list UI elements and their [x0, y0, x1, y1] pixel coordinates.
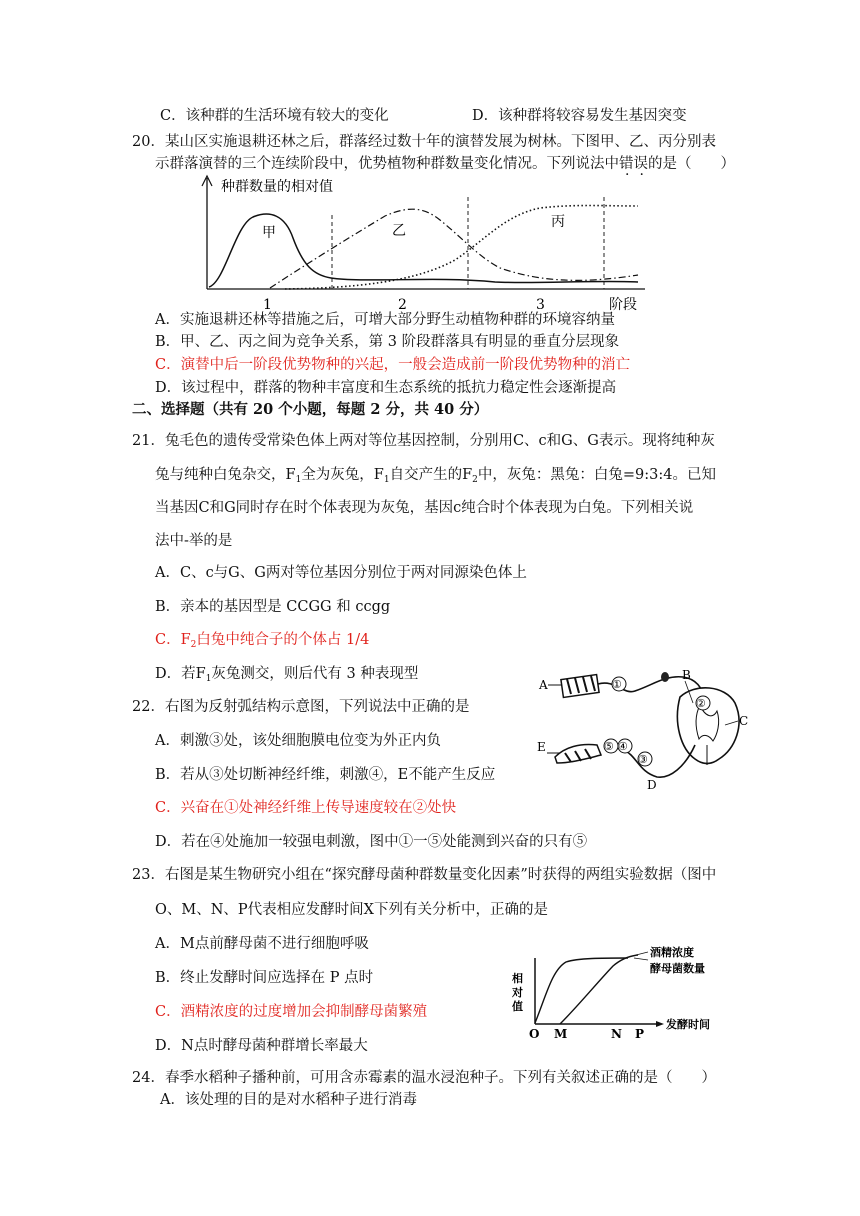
svg-text:③: ③: [638, 753, 648, 766]
q20-stem-line2: 示群落演替的三个连续阶段中，优势植物种群数量变化情况。下列说法中错误的是（ ）: [155, 156, 735, 172]
q23-option-a: A．M点前酵母菌不进行细胞呼吸: [155, 936, 369, 952]
x-axis-label: 阶段: [609, 297, 637, 313]
q21-stem-line2: 兔与纯种白兔杂交，$F_1$全为灰兔，$F_1$自交产生的$F_2$中，灰兔：黑兔：白兔=9:3:4。已知: [155, 467, 716, 485]
reflex-arc-diagram: [535, 667, 750, 792]
x-tick-label: M: [554, 1027, 568, 1041]
label-e: E: [537, 740, 546, 754]
series-bing-label: 丙: [551, 214, 565, 230]
q24-option-a: A．该处理的目的是对水稻种子进行消毒: [160, 1092, 417, 1108]
series-yi-label: 乙: [392, 223, 406, 239]
q23-option-d: D．N点时酵母菌种群增长率最大: [155, 1038, 368, 1054]
series-alcohol-label: 酒精浓度: [650, 946, 694, 959]
q23-stem-line1: 23．右图是某生物研究小组在“探究酵母菌种群数量变化因素”时获得的两组实验数据（图中: [132, 867, 717, 883]
q19-option-c: C．该种群的生活环境有较大的变化: [160, 108, 389, 124]
q23-option-b: B．终止发酵时间应选择在 P 点时: [155, 970, 374, 986]
section-heading: 二、选择题（共有 20 个小题，每题 2 分，共 40 分）: [132, 401, 489, 418]
y-axis-label: 相: [512, 972, 523, 985]
series-bing-line: [285, 206, 638, 290]
label-b: B: [682, 668, 691, 682]
q20-option-d: D．该过程中，群落的物种丰富度和生态系统的抵抗力稳定性会逐渐提高: [155, 380, 617, 396]
alcohol-curve: [560, 955, 638, 1024]
fermentation-chart: [508, 946, 738, 1041]
y-axis-label: 对: [512, 986, 523, 999]
series-yeast-label: 酵母菌数量: [650, 962, 705, 975]
q22-stem: 22．右图为反射弧结构示意图，下列说法中正确的是: [132, 699, 470, 715]
q22-option-c-answer: C．兴奋在①处神经纤维上传导速度较在②处快: [155, 800, 457, 816]
x-tick-label: 3: [536, 297, 545, 313]
effector-muscle-icon: [547, 745, 601, 764]
q21-stem-line1: 21．兔毛色的遗传受常染色体上两对等位基因控制，分别用C、c和G、G表示。现将纯种灰: [132, 433, 715, 449]
x-axis-arrow: [656, 1021, 664, 1027]
q21-stem-line3: 当基因C和G同时存在时个体表现为灰兔，基因c纯合时个体表现为白兔。下列相关说: [155, 500, 694, 516]
label-d: D: [647, 778, 657, 792]
q21-option-c-answer: C．$F_2$白兔中纯合子的个体占 1/4: [155, 632, 370, 650]
q23-option-c-answer: C．酒精浓度的过度增加会抑制酵母菌繁殖: [155, 1004, 428, 1020]
svg-text:①: ①: [612, 678, 622, 691]
svg-text:⑤: ⑤: [604, 740, 614, 753]
succession-chart: [195, 170, 655, 320]
x-tick-label: 1: [263, 297, 272, 313]
x-tick-label: O: [529, 1027, 540, 1041]
series-jia-label: 甲: [262, 225, 276, 241]
x-tick-label: P: [635, 1027, 645, 1041]
emphasis-dot-char: 错: [619, 156, 634, 172]
y-axis-label: 种群数量的相对值: [221, 179, 333, 195]
x-axis-label: 发酵时间: [666, 1018, 710, 1031]
receptor-skin-icon: [561, 675, 599, 698]
label-c: C: [739, 714, 749, 728]
x-tick-label: 2: [398, 297, 407, 313]
yeast-count-curve: [535, 958, 628, 1023]
q21-option-d: D．若$F_1$灰兔测交，则后代有 3 种表现型: [155, 666, 419, 684]
q21-stem-line4: 法中-举的是: [155, 533, 233, 549]
q22-option-d: D．若在④处施加一较强电刺激，图中①一⑤处能测到兴奋的只有⑤: [155, 834, 588, 850]
q24-stem: 24．春季水稻种子播种前，可用含赤霉素的温水浸泡种子。下列有关叙述正确的是（ ）: [132, 1070, 716, 1086]
q20-stem-line1: 20．某山区实施退耕还林之后，群落经过数十年的演替发展为树林。下图甲、乙、丙分别表: [132, 134, 716, 150]
q20-option-a: A．实施退耕还林等措施之后，可增大部分野生动植物种群的环境容纳量: [155, 312, 615, 328]
svg-text:②: ②: [696, 697, 706, 710]
q20-option-c-answer: C．演替中后一阶段优势物种的兴起，一般会造成前一阶段优势物种的消亡: [155, 357, 631, 373]
q22-option-a: A．刺激③处，该处细胞膜电位变为外正内负: [155, 733, 441, 749]
x-tick-label: N: [611, 1027, 622, 1041]
q21-option-a: A．C、c与G、G两对等位基因分别位于两对同源染色体上: [155, 565, 527, 581]
q21-option-b: B．亲本的基因型是 CCGG 和 ccgg: [155, 599, 391, 615]
q23-stem-line2: O、M、N、P代表相应发酵时间X下列有关分析中，正确的是: [155, 902, 548, 918]
label-a: A: [539, 678, 548, 692]
y-axis-label: 值: [512, 1000, 523, 1013]
ganglion: [661, 672, 669, 682]
q19-option-d: D．该种群将较容易发生基因突变: [472, 108, 687, 124]
q22-option-b: B．若从③处切断神经纤维，刺激④，E不能产生反应: [155, 767, 496, 783]
svg-text:④: ④: [618, 740, 628, 753]
q20-option-b: B．甲、乙、丙之间为竞争关系，第 3 阶段群落具有明显的垂直分层现象: [155, 334, 620, 350]
emphasis-dot-char: 误: [633, 156, 648, 172]
